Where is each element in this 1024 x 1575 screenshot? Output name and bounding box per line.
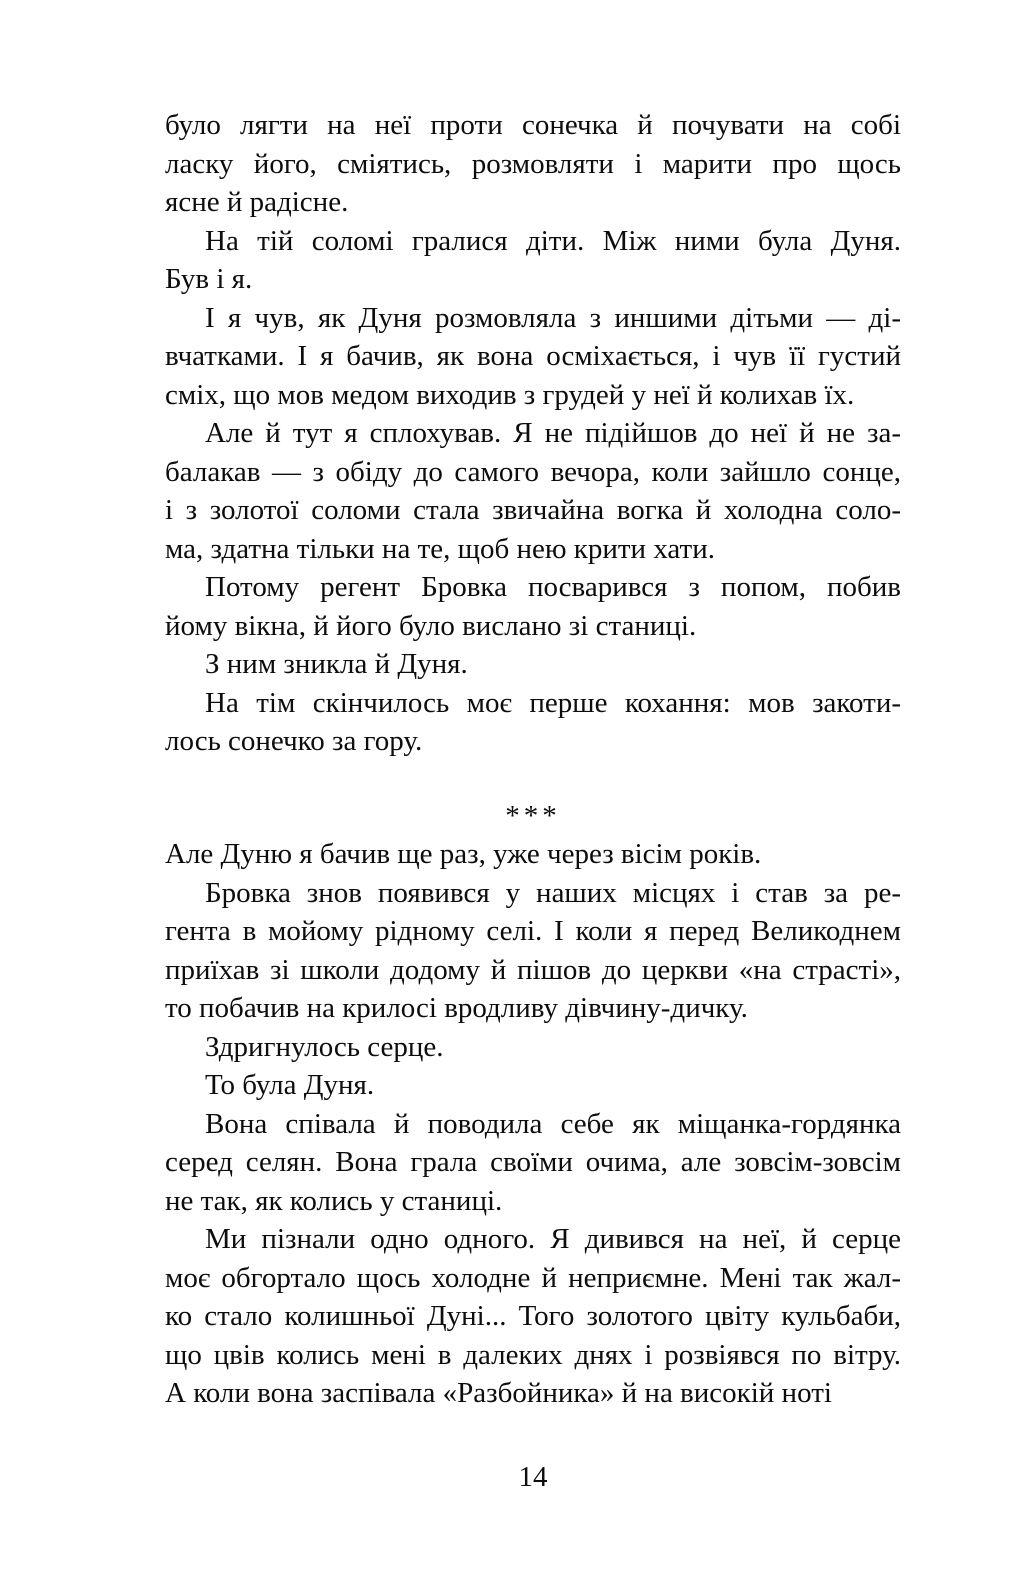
text-line: вчатками. І я бачив, як вона осміхається, і чув її густий <box>165 340 901 372</box>
text-line: На тім скінчилось моє перше кохання: мов закоти- <box>205 686 901 719</box>
text-line: Але Дуню я бачив ще раз, уже через вісім років. <box>165 838 762 870</box>
paragraph <box>165 645 901 684</box>
text-line: А коли вона заспівала «Разбойника» й на високій ноті <box>165 1377 832 1409</box>
page-number: 14 <box>518 1461 548 1493</box>
text-line: Вона співала й поводила себе як міщанка-гордянка <box>205 1107 901 1140</box>
paragraph <box>165 1105 901 1221</box>
text-line: йому вікна, й його було вислано зі станиці. <box>165 609 697 642</box>
paragraph <box>165 1220 901 1413</box>
text-line: серед селян. Вона грала своїми очима, але зовсім-зовсім <box>165 1146 901 1178</box>
text-line: ма, здатна тільки на те, щоб нею крити хати. <box>165 532 715 565</box>
text-line: Здригнулось серце. <box>205 1030 444 1063</box>
text-line: балакав — з обіду до самого вечора, коли зайшло сонце, <box>165 455 901 488</box>
text-line: і з золотої соломи стала звичайна вогка й холодна соло- <box>165 494 901 526</box>
text-line: приїхав зі школи додому й пішов до церкви «на страсті», <box>165 953 901 986</box>
text-line: І я чув, як Дуня розмовляла з иншими дітьми — ді- <box>205 301 901 334</box>
text-line: моє обгортало щось холодне й неприємне. Мені так жал- <box>165 1261 901 1294</box>
section-separator: *** <box>505 799 561 832</box>
text-line: На тій соломі гралися діти. Між ними була Дуня. <box>205 224 901 257</box>
page-text-block <box>165 106 901 1413</box>
text-line: сміх, що мов медом виходив з грудей у неї й колихав їх. <box>165 378 855 411</box>
text-line: Бровка знов появився у наших місцях і став за ре- <box>205 876 901 909</box>
paragraph <box>165 299 901 415</box>
paragraph <box>165 1066 901 1105</box>
text-line: не так, як колись у станиці. <box>165 1184 503 1217</box>
paragraph <box>165 568 901 645</box>
text-line: то побачив на крилосі вродливу дівчину-дичку. <box>165 992 748 1024</box>
text-line: ясне й радісне. <box>165 186 349 218</box>
text-line: Ми пізнали одно одного. Я дивився на неї, й серце <box>205 1223 901 1255</box>
text-line: що цвів колись мені в далеких днях і розвіявся по вітру. <box>165 1338 901 1371</box>
paragraph <box>165 835 901 874</box>
paragraph <box>165 1028 901 1067</box>
text-line: лось сонечко за гору. <box>165 725 423 757</box>
text-line: було лягти на неї проти сонечка й почувати на собі <box>165 109 901 141</box>
paragraph <box>165 684 901 761</box>
text-line: ласку його, сміятись, розмовляти і марити про щось <box>165 147 901 180</box>
text-line: Але й тут я сплохував. Я не підійшов до неї й не за- <box>205 417 901 449</box>
text-line: То була Дуня. <box>205 1069 375 1101</box>
text-line: З ним зникла й Дуня. <box>205 648 468 680</box>
text-line: Потому регент Бровка посварився з попом, побив <box>205 571 901 603</box>
text-line: ко стало колишньої Дуні... Того золотого цвіту кульбаби, <box>165 1300 901 1332</box>
paragraph <box>165 874 901 1028</box>
paragraph <box>165 222 901 299</box>
paragraph <box>165 414 901 568</box>
text-line: гента в мойому рідному селі. І коли я перед Великоднем <box>165 915 901 947</box>
paragraph <box>165 106 901 222</box>
text-line: Був і я. <box>165 263 253 295</box>
